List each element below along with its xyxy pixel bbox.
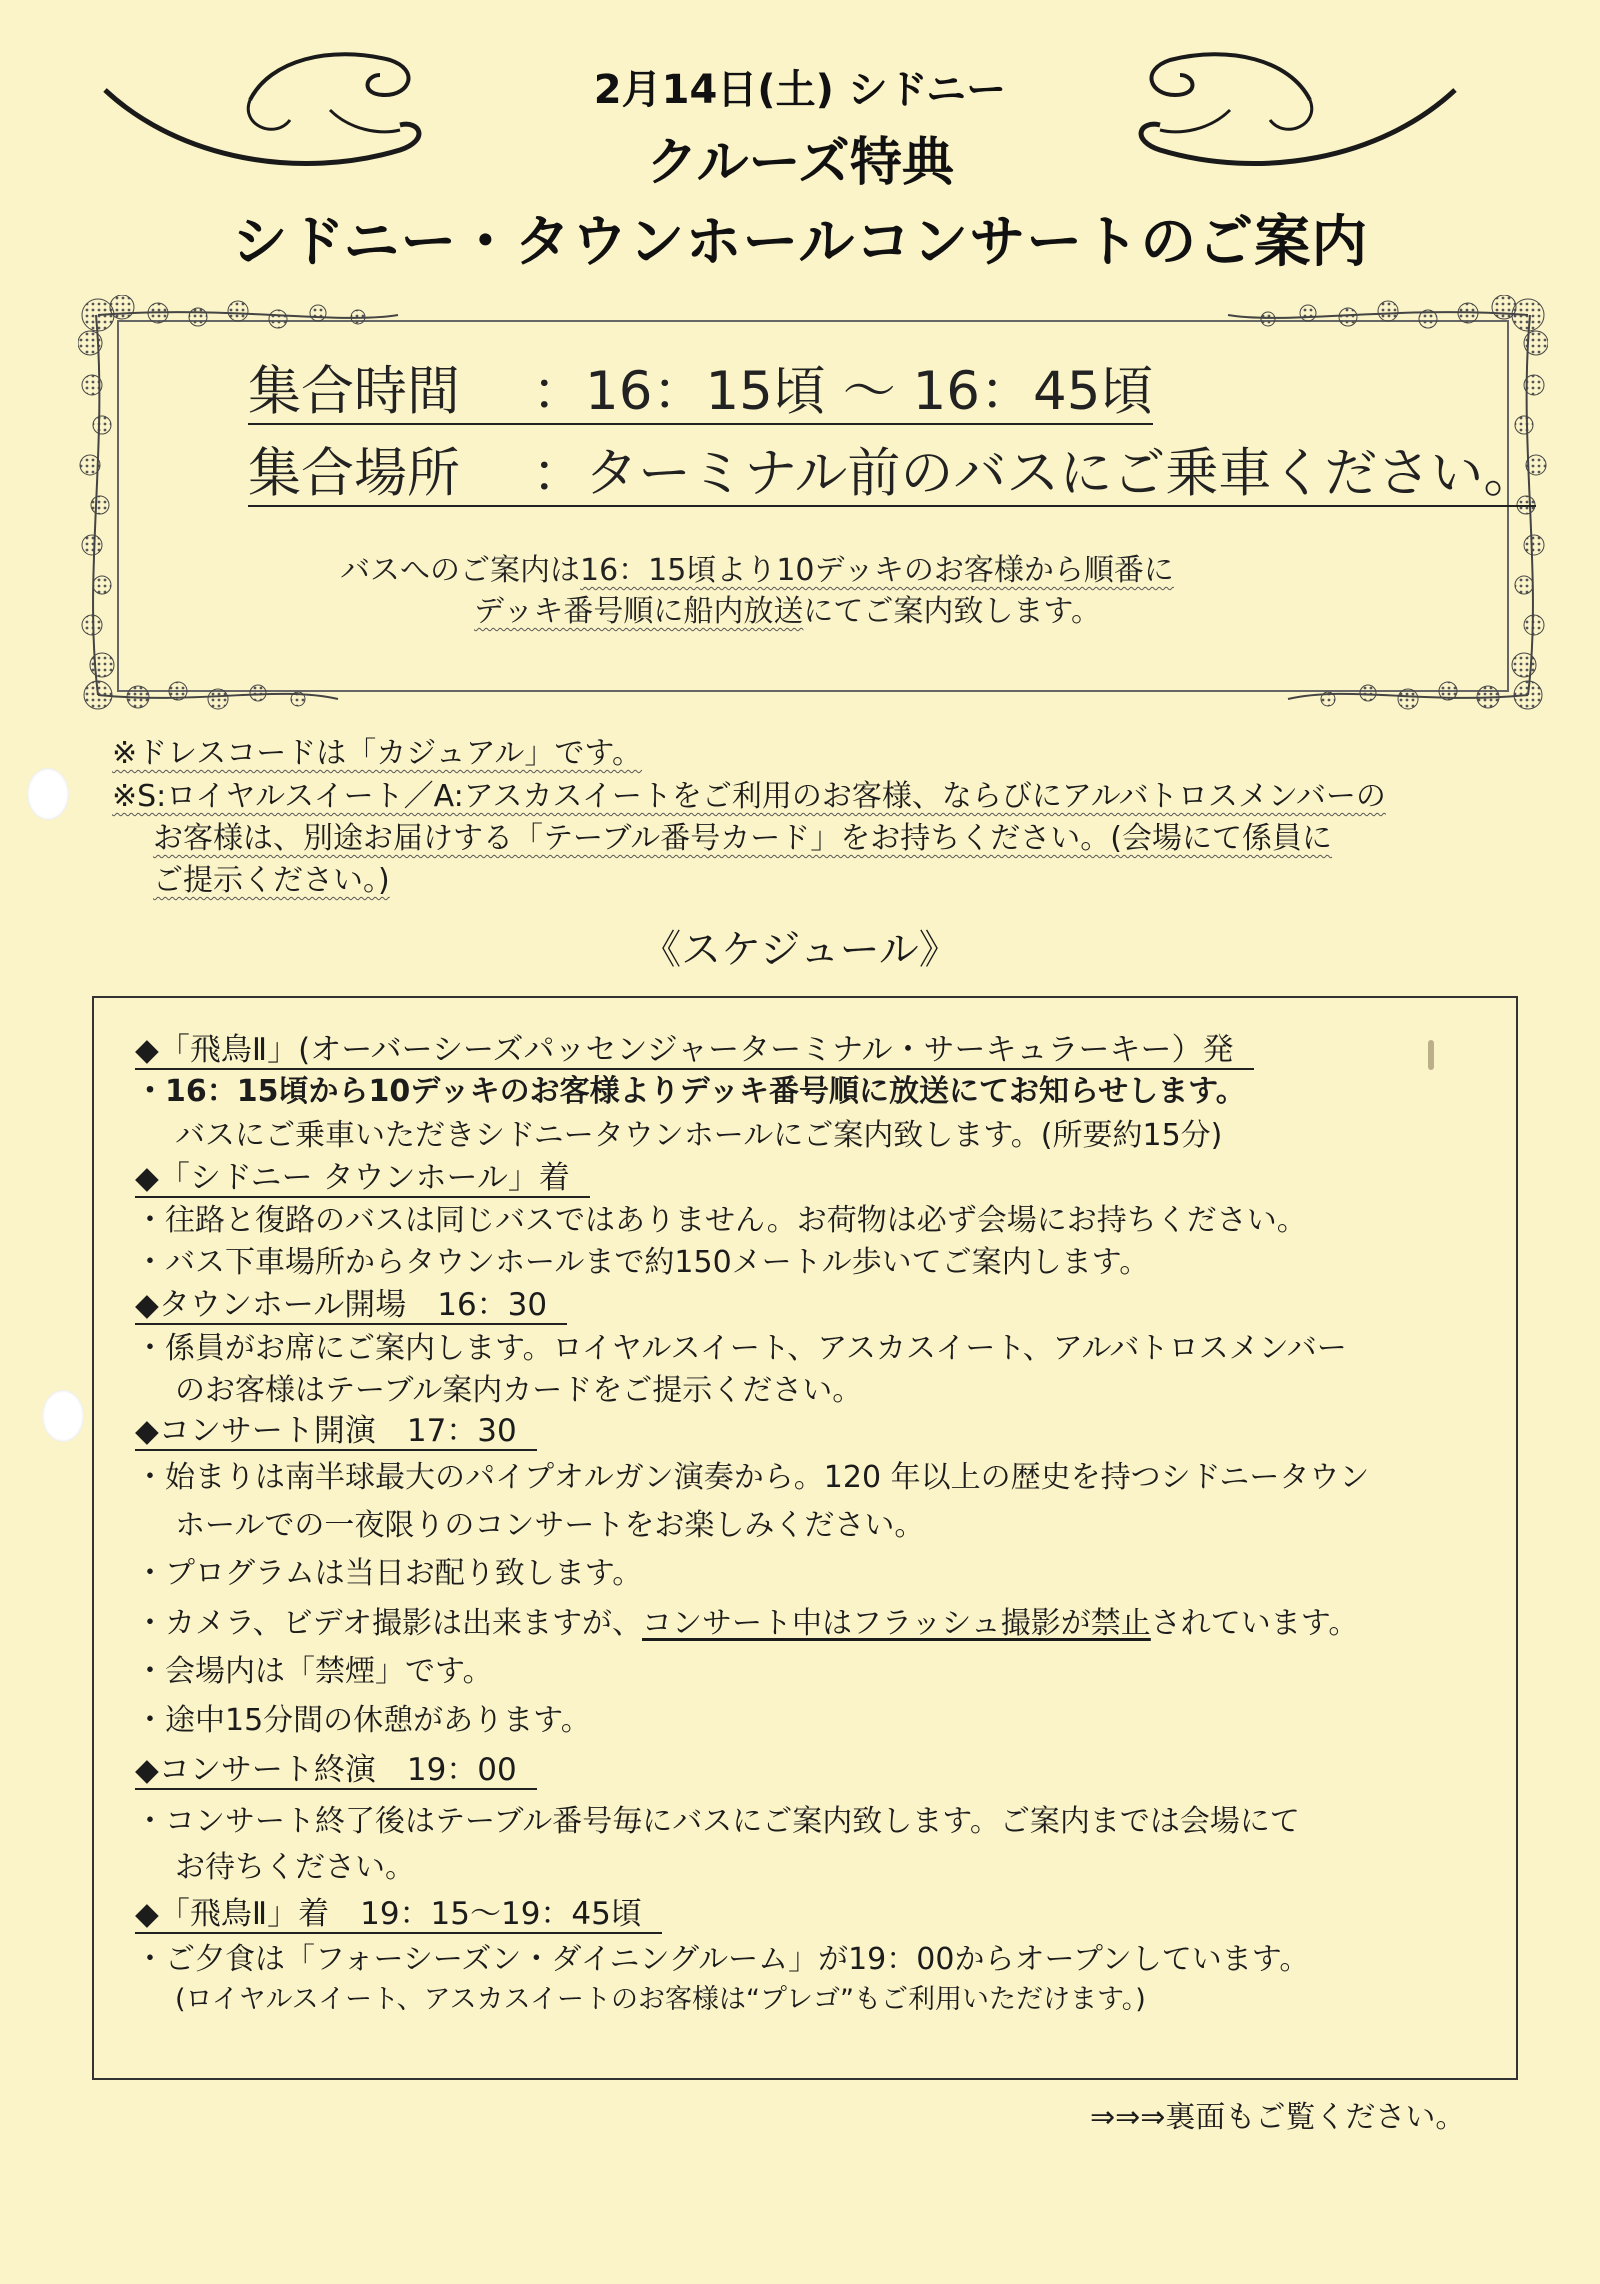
schedule-line: ・往路と復路のバスは同じバスではありません。お荷物は必ず会場にお持ちください。 [135,1203,1307,1238]
schedule-item-heading: ◆コンサート開演 17：30 [135,1413,537,1451]
bus-guidance-emphasis-2: デッキ番号順に船内放送 [474,594,804,629]
meeting-time-value: ：16：15頃 ～ 16：45頃 [532,361,1154,422]
table-card-note-line-3: ご提示ください。) [153,863,390,898]
schedule-item-heading: ◆タウンホール開場 16：30 [135,1287,567,1325]
schedule-line: ホールでの一夜限りのコンサートをお楽しみください。 [175,1508,925,1543]
schedule-item-heading: ◆コンサート終演 19：00 [135,1752,537,1790]
schedule-text: されています。 [1150,1606,1359,1641]
meeting-place-label: 集合場所 [248,443,460,504]
event-date-line: 2月14日(土) シドニー [593,67,1007,113]
schedule-item-doors-open [135,1287,567,1324]
meeting-time-label: 集合時間 [248,361,460,422]
scan-speck [1428,1040,1434,1070]
schedule-line: ・16：15頃から10デッキのお客様よりデッキ番号順に放送にてお知らせします。 [135,1074,1246,1109]
schedule-line: ・プログラムは当日お配り致します。 [135,1556,643,1591]
schedule-item-concert-end [135,1752,537,1789]
page-title: シドニー・タウンホールコンサートのご案内 [231,210,1369,275]
event-subtitle: クルーズ特典 [646,133,954,193]
schedule-line: (ロイヤルスイート、アスカスイートのお客様は“プレゴ”もご利用いただけます。) [175,1984,1146,2015]
schedule-item-townhall-arrival [135,1160,590,1197]
schedule-line: ・コンサート終了後はテーブル番号毎にバスにご案内致します。ご案内までは会場にて [135,1804,1300,1839]
schedule-item-concert-start [135,1413,537,1450]
schedule-line: ・ご夕食は「フォーシーズン・ダイニングルーム」が19：00からオープンしています。 [135,1942,1310,1977]
schedule-item-heading: ◆「シドニー タウンホール」着 [135,1160,590,1198]
schedule-line: バスにご乗車いただきシドニータウンホールにご案内致します。(所要約15分) [175,1118,1223,1153]
schedule-heading: 《スケジュール》 [641,927,959,973]
schedule-item-ship-return [135,1896,662,1933]
table-card-note-line-2: お客様は、別途お届けする「テーブル番号カード」をお持ちください。(会場にて係員に [153,821,1333,856]
bus-guidance-note-line-2 [474,586,1101,630]
see-reverse-note: ⇒⇒⇒裏面もご覧ください。 [1090,2100,1466,2135]
meeting-place-row [248,444,1536,507]
schedule-line: お待ちください。 [175,1850,415,1885]
schedule-line: ・係員がお席にご案内します。ロイヤルスイート、アスカスイート、アルバトロスメンバー [135,1331,1347,1366]
bus-guidance-text-2: にてご案内致します。 [803,594,1102,629]
schedule-line: ・始まりは南半球最大のパイプオルガン演奏から。120 年以上の歴史を持つシドニータウン [135,1460,1370,1495]
punch-hole [42,1390,84,1442]
table-card-note-line-1: ※S:ロイヤルスイート／A:アスカスイートをご利用のお客様、ならびにアルバトロスメンバーの [112,779,1386,814]
schedule-line: ・バス下車場所からタウンホールまで約150メートル歩いてご案内します。 [135,1245,1150,1280]
meeting-place-value: ：ターミナル前のバスにご乗車ください。 [532,443,1537,504]
bus-guidance-note-line-1 [340,545,1174,589]
bus-guidance-emphasis: 16：15頃より10デッキのお客様から順番に [580,553,1174,588]
schedule-line: ・会場内は「禁煙」です。 [135,1654,493,1689]
schedule-line-photo-rule [135,1606,1358,1642]
schedule-text: ・カメラ、ビデオ撮影は出来ますが、 [135,1606,642,1641]
flash-prohibited-emphasis: コンサート中はフラッシュ撮影が禁止 [642,1606,1151,1641]
dress-code-note: ※ドレスコードは「カジュアル」です。 [112,736,643,771]
bus-guidance-text: バスへのご案内は [340,553,580,588]
schedule-item-heading: ◆「飛鳥Ⅱ」着 19：15～19：45頃 [135,1896,662,1934]
meeting-time-row [248,362,1153,425]
schedule-line: のお客様はテーブル案内カードをご提示ください。 [175,1373,863,1408]
schedule-line: ・途中15分間の休憩があります。 [135,1703,591,1738]
schedule-item-departure [135,1032,1254,1069]
punch-hole [27,768,69,820]
schedule-item-heading: ◆「飛鳥Ⅱ」(オーバーシーズパッセンジャーターミナル・サーキュラーキー）発 [135,1032,1254,1070]
